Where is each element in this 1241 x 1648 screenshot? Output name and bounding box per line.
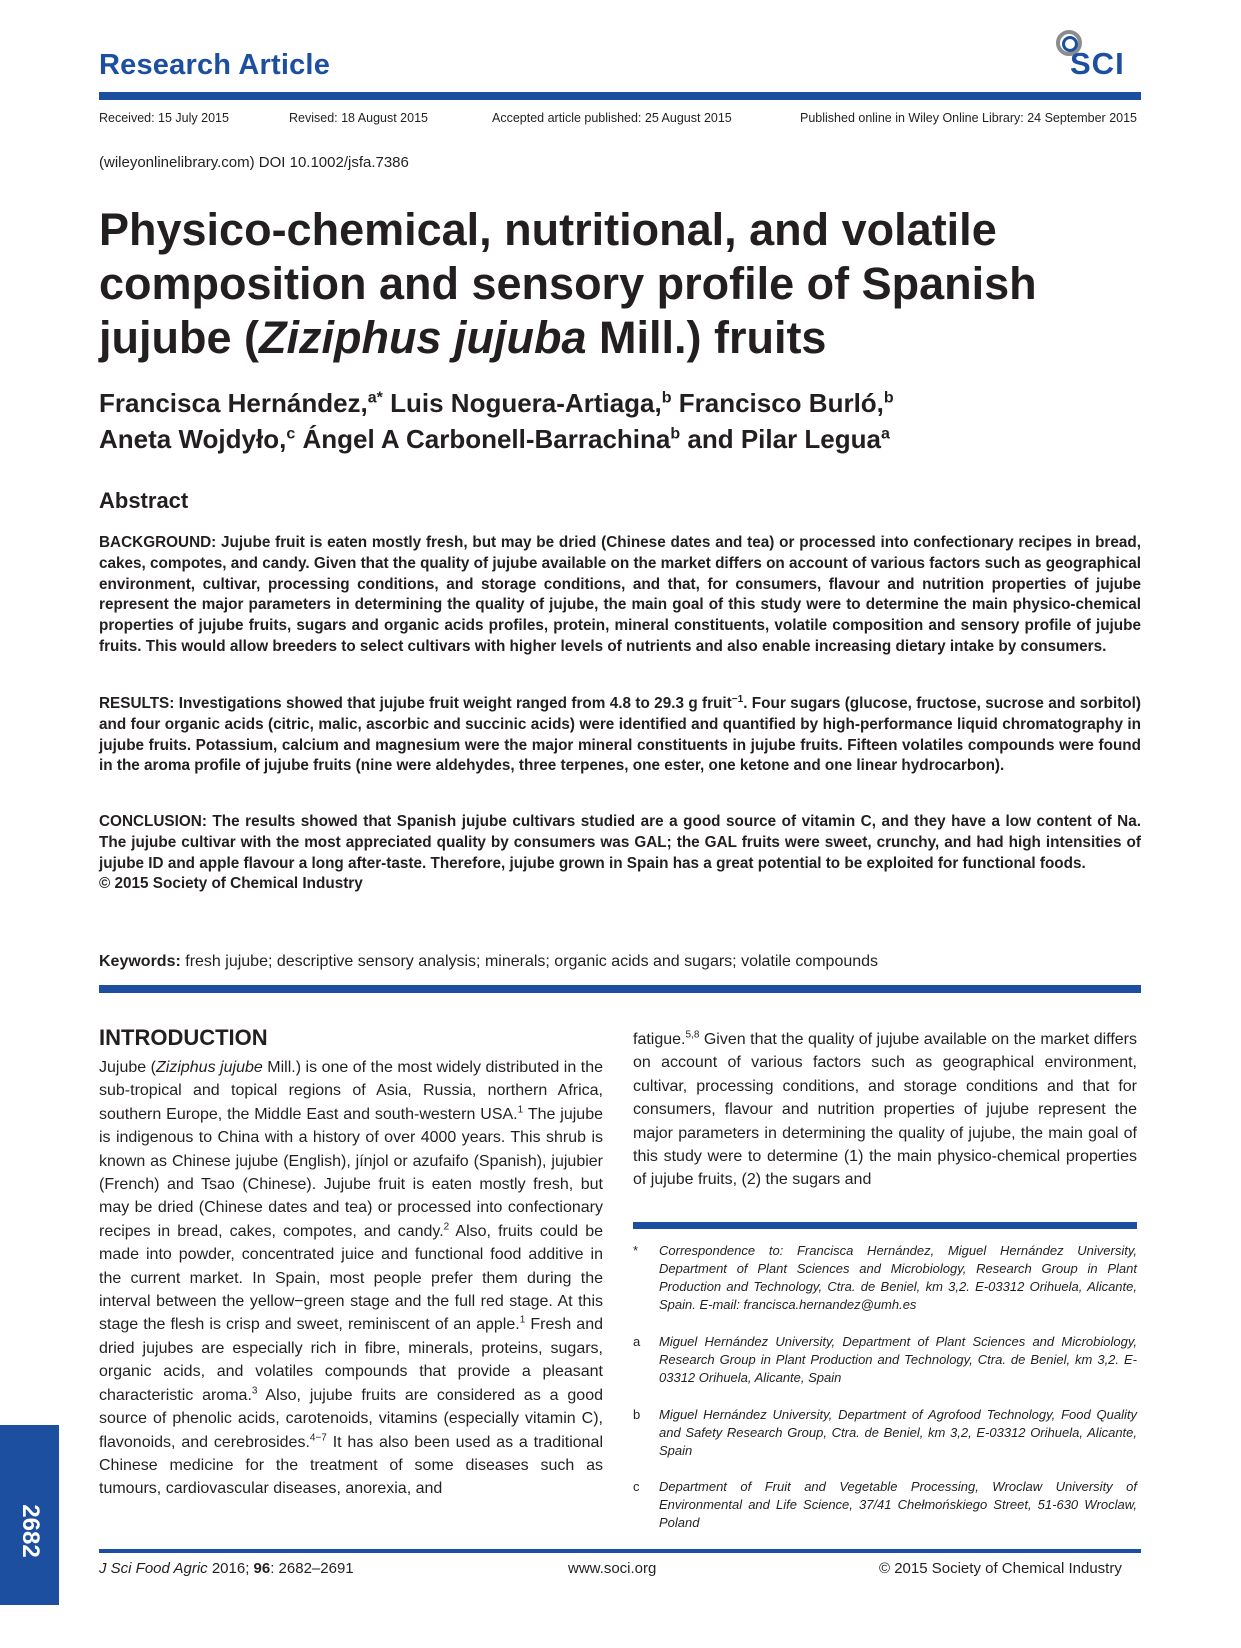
author: Aneta Wojdyło,: [99, 424, 287, 454]
abstract-results: RESULTS: Investigations showed that jujube fruit weight ranged from 4.8 to 29.3 g fruit$^{-1}$. Four sugars (glucose, fructose, sucrose and sorbitol) and four organic acids (citric, malic, ascorbic and succinic acids) were identified and quantified by high-performance liquid chromatography in jujube fruits. Potassium, calcium and magnesium were the major mineral constituents in jujube fruits. Fifteen volatiles compounds were found in the aroma profile of jujube fruits (nine were aldehydes, three terpenes, one ester, one ketone and one linear hydrocarbon).: [99, 693, 1141, 775]
published-date: Published online in Wiley Online Library: 24 September 2015: [800, 111, 1137, 125]
author-affiliation: a*: [367, 389, 383, 407]
author-affiliation: b: [661, 389, 672, 407]
revised-date: Revised: 18 August 2015: [289, 111, 428, 125]
footnote: c Department of Fruit and Vegetable Processing, Wroclaw University of Environmental and Life Science, 37/41 Chełmońskiego Street, 51-630 Wroclaw, Poland: [633, 1479, 1137, 1530]
author-affiliation: c: [286, 425, 296, 443]
author: Francisca Hernández,: [99, 388, 368, 418]
introduction-right-column: fatigue.$^{5,8}$ Given that the quality of jujube available on the market differs on account of various factors such as geographical environment, cultivar, processing conditions, and storage conditions and that for consumers, flavour and nutrition properties of jujube represent the major parameters in determining the quality of jujube, the main goal of this study were to determine (1) the main physico-chemical properties of jujube fruits, (2) the sugars and: [633, 1029, 1137, 1189]
author: Ángel A Carbonell-Barrachina: [295, 424, 671, 454]
introduction-heading: INTRODUCTION: [99, 1025, 268, 1050]
page-number-tab: [0, 1425, 59, 1605]
accepted-date: Accepted article published: 25 August 2015: [492, 111, 732, 125]
footnotes: [633, 1242, 1137, 1530]
section-label: Research Article: [99, 49, 331, 81]
website-link[interactable]: www.soci.org: [568, 1560, 657, 1577]
footnote: b Miguel Hernández University, Department of Agrofood Technology, Food Quality and Safety Research Group, Ctra. de Beniel, km 3,2, E-03312 Orihuela, Alicante, Spain: [633, 1407, 1137, 1458]
author-affiliation: b: [670, 425, 681, 443]
author-affiliation: a: [880, 425, 890, 443]
logo-text: SCI: [1070, 46, 1125, 81]
abstract-copyright: © 2015 Society of Chemical Industry: [99, 875, 363, 893]
abstract-background: BACKGROUND: Jujube fruit is eaten mostly fresh, but may be dried (Chinese dates and tea) or processed into confectionary recipes in bread, cakes, compotes, and candy. Given that the quality of jujube available on the market differs on account of various factors such as geographical environment, cultivar, processing conditions, and storage conditions, and that, for consumers, flavour and nutrition properties of jujube represent the major parameters in determining the quality of jujube, the main goal of this study were to determine the main physico-chemical properties of jujube fruits, sugars and organic acids profiles, protein, mineral constituents, volatile composition and sensory profile of jujube fruits. This would allow breeders to select cultivars with higher levels of nutrients and also enable increasing dietary intake by consumers.: [99, 534, 1141, 655]
footer-rule: [99, 1549, 1141, 1553]
received-date: Received: 15 July 2015: [99, 111, 229, 125]
author-affiliation: b: [883, 389, 894, 407]
author: Luis Noguera-Artiaga,: [382, 388, 662, 418]
abstract-heading: Abstract: [99, 488, 189, 513]
keywords: Keywords: fresh jujube; descriptive sensory analysis; minerals; organic acids and sugars; volatile compounds: [99, 953, 879, 970]
footnote: * Correspondence to: Francisca Hernández, Miguel Hernández University, Department of Plant Sciences and Microbiology, Research Group in Plant Production and Technology, Ctra. de Beniel, km 3,2. E-03312 Orihuela, Alicante, Spain. E-mail: francisca.hernandez@umh.es: [633, 1243, 1137, 1312]
doi: (wileyonlinelibrary.com) DOI 10.1002/jsfa.7386: [99, 154, 409, 171]
abstract-rule: [99, 985, 1141, 993]
footer-copyright: © 2015 Society of Chemical Industry: [879, 1560, 1122, 1577]
introduction-left-column: Jujube (Ziziphus jujube Mill.) is one of the most widely distributed in the sub-tropical and topical regions of Asia, Russia, northern Africa, southern Europe, the Middle East and south-western USA.$^1$ The jujube is indigenous to China with a history of over 4000 years. This shrub is known as Chinese jujube (English), jínjol or azufaifo (Spanish), jujubier (French) and Tsao (Chinese). Jujube fruit is eaten mostly fresh, but may be dried (Chinese dates and tea) or processed into confectionary recipes in bread, cakes, compotes, and candy.$^2$ Also, fruits could be made into powder, concentrated juice and functional food additive in the current market. In Spain, most people prefer them during the interval between the yellow−green stage and the full red stage. At this stage the flesh is crisp and sweet, reminiscent of an apple.$^1$ Fresh and dried jujubes are especially rich in fibre, minerals, proteins, sugars, organic acids, and volatiles compounds that provide a pleasant characteristic aroma.$^3$ Also, jujube fruits are considered as a good source of phenolic acids, carotenoids, vitamins (especially vitamin C), flavonoids, and cerebrosides.$^{4-7}$ It has also been used as a traditional Chinese medicine for the treatment of some diseases such as tumours, cardiovascular diseases, anorexia, and: [99, 1059, 604, 1498]
footnote-rule: [633, 1222, 1137, 1229]
footnote: a Miguel Hernández University, Department of Plant Sciences and Microbiology, Research Group in Plant Production and Technology, Ctra. de Beniel, km 3,2. E-03312 Orihuela, Alicante, Spain: [633, 1334, 1137, 1385]
page-number: 2682: [17, 1504, 44, 1558]
journal-citation: J Sci Food Agric 2016; 96: 2682–2691: [99, 1560, 354, 1577]
abstract-conclusion: CONCLUSION: The results showed that Spanish jujube cultivars studied are a good source of vitamin C, and they have a low content of Na. The jujube cultivar with the most appreciated quality by consumers was GAL; the GAL fruits were sweet, crunchy, and had high intensities of jujube ID and apple flavour a long after-taste. Therefore, jujube grown in Spain has a great potential to be exploited for functional foods. © 2015 Society of Chemical Industry: [99, 813, 1141, 893]
header-rule: [99, 92, 1141, 100]
sci-logo: [1052, 28, 1142, 84]
author: and Pilar Legua: [680, 424, 881, 454]
author: Francisco Burló,: [671, 388, 884, 418]
article-title: Physico-chemical, nutritional, and volatile composition and sensory profile of Spanish jujube (Ziziphus jujuba Mill.) fruits: [99, 204, 1037, 363]
author-list: [99, 385, 1149, 457]
